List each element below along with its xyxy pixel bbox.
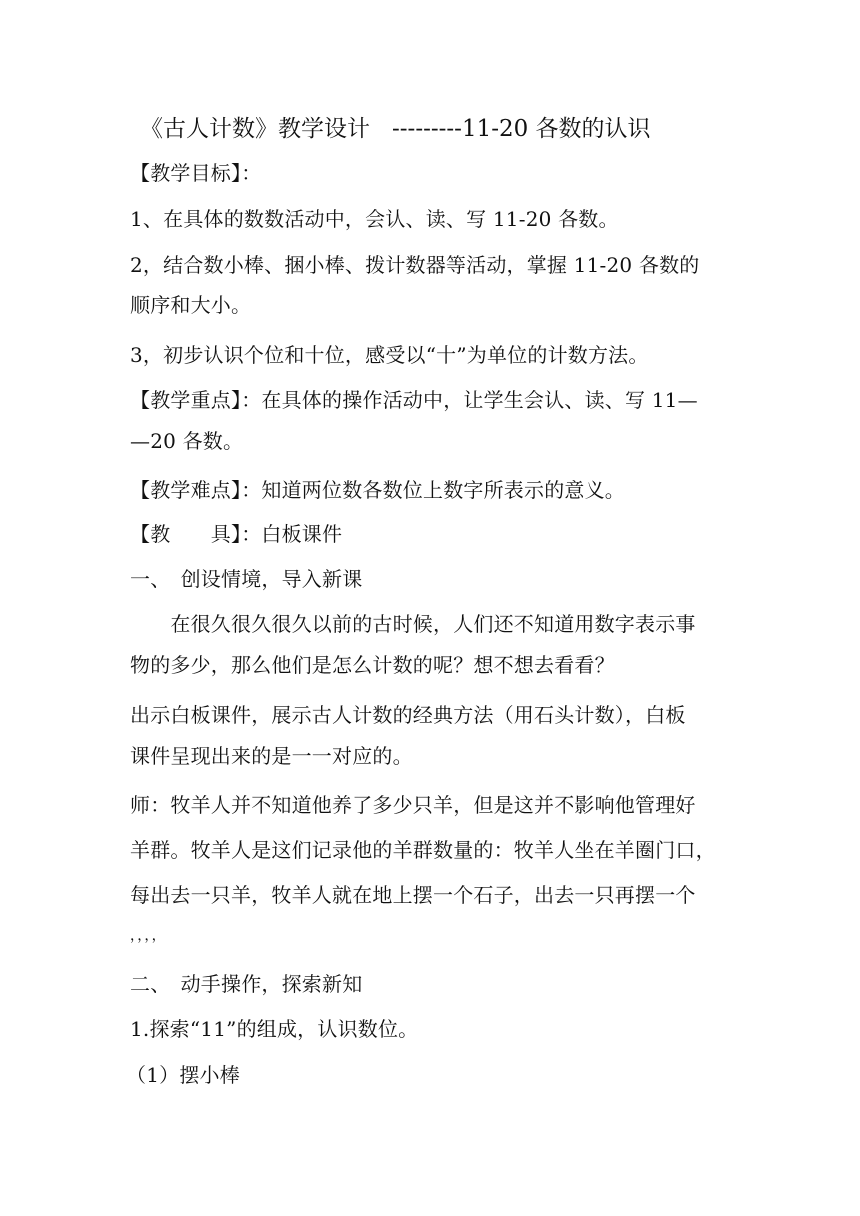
objective-3: 3，初步认识个位和十位，感受以“十”为单位的计数方法。 [130,343,649,367]
document-title [140,115,651,143]
objective-2: 2，结合数小棒、捆小棒、拨计数器等活动，掌握 11-20 各数的 [130,253,700,277]
section-2-heading: 二、 动手操作，探索新知 [130,972,363,996]
difficult-points: 【教学难点】：知道两位数各数位上数字所表示的意义。 [130,478,625,502]
teacher-line: 师：牧羊人并不知道他养了多少只羊，但是这并不影响他管理好 [130,793,696,817]
section-1-heading: 一、 创设情境，导入新课 [130,567,363,591]
place-sticks: （1）摆小棒 [126,1063,240,1087]
heading-objectives: 【教学目标】： [130,161,262,185]
intro-paragraph-cont: 物的多少，那么他们是怎么计数的呢？想不想去看看？ [130,653,615,677]
objective-1: 1、在具体的数数活动中，会认、读、写 11-20 各数。 [130,207,619,231]
title-suffix: ---------11-20 各数的认识 [392,116,651,142]
teacher-line-2: 羊群。牧羊人是这们记录他的羊群数量的：牧羊人坐在羊圈门口， [130,838,716,862]
explore-11-heading: 1.探索“11”的组成，认识数位。 [130,1017,419,1041]
intro-paragraph: 在很久很久很久以前的古时候，人们还不知道用数字表示事 [130,612,696,636]
title-main: 《古人计数》教学设计 [140,116,370,142]
courseware-line: 出示白板课件，展示古人计数的经典方法（用石头计数），白板 [130,703,686,727]
teacher-line-3: 每出去一只羊，牧羊人就在地上摆一个石子，出去一只再摆一个 [130,883,696,907]
courseware-line-cont: 课件呈现出来的是一一对应的。 [130,744,413,768]
ellipsis-marks: ，，，， [130,928,166,944]
objective-2-cont: 顺序和大小。 [130,293,252,317]
key-points: 【教学重点】：在具体的操作活动中，让学生会认、读、写 11— [130,388,698,412]
teaching-aids: 【教 具】：白板课件 [130,522,343,546]
key-points-cont: —20 各数。 [130,429,244,453]
